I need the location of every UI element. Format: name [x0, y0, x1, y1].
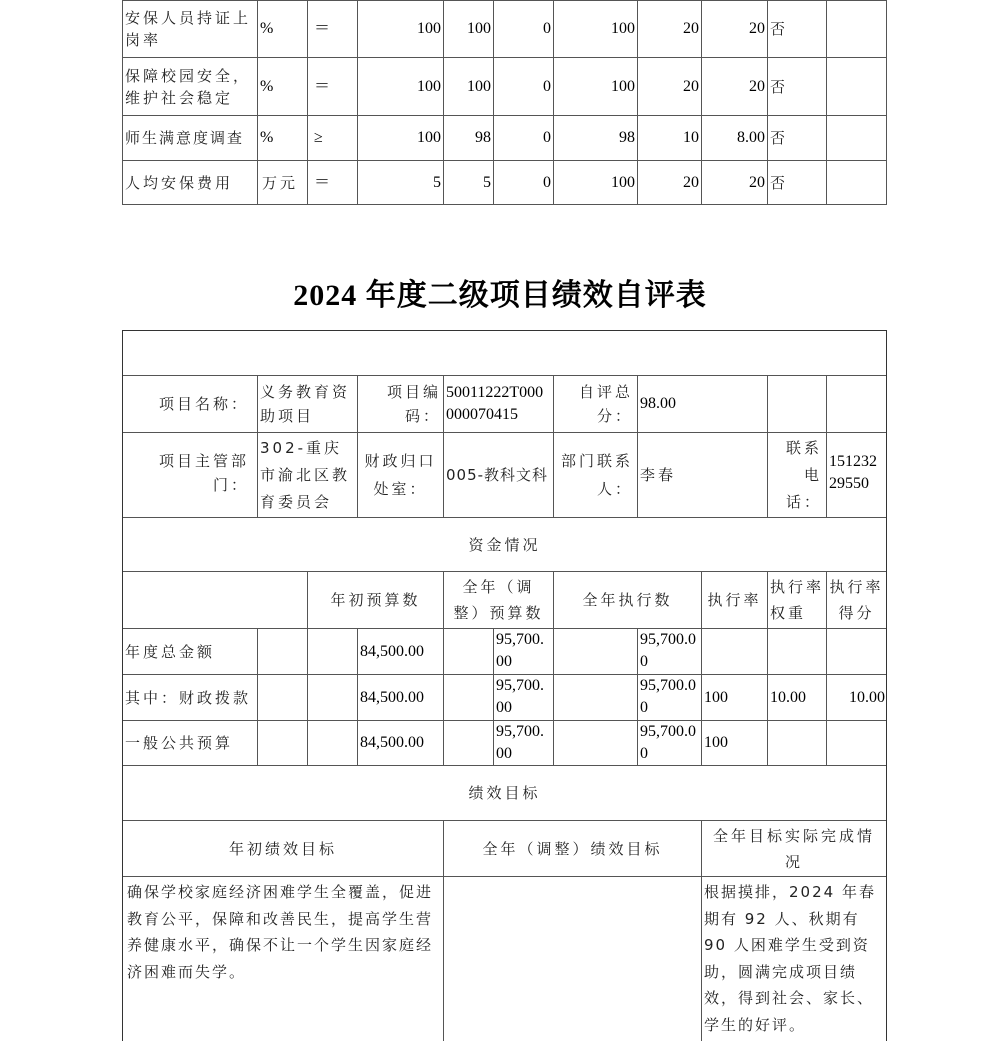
- funds-section-title: 资金情况: [468, 535, 541, 554]
- contact-label: 部门联系人：: [560, 452, 633, 498]
- indicator-completion-rate: 100: [611, 20, 635, 37]
- self-score-value: 98.00: [640, 395, 676, 412]
- page-title: 2024 年度二级项目绩效自评表: [293, 279, 707, 312]
- indicator-deviation: 0: [543, 173, 551, 191]
- funds-row-label: 一般公共预算: [125, 734, 234, 752]
- indicator-note: [827, 116, 886, 160]
- project-name-label: 项目名称：: [158, 395, 249, 413]
- project-name-value: 义务教育资助项目: [260, 383, 351, 425]
- header-executed: 全年执行数: [582, 591, 673, 609]
- funds-adjusted: 95,700.00: [496, 723, 544, 762]
- header-exec-weight: 执行率权重: [770, 578, 825, 622]
- header-initial-budget: 年初预算数: [330, 591, 421, 609]
- indicator-completion-rate: 98: [619, 129, 635, 146]
- indicator-completion-rate: 100: [611, 173, 635, 191]
- funds-score: [827, 721, 886, 765]
- indicator-unit: 万元: [262, 173, 299, 192]
- indicator-name: 人均安保费用: [125, 173, 234, 192]
- empty-cell: [768, 376, 826, 432]
- indicator-name: 师生满意度调查: [125, 129, 245, 147]
- indicator-deviation: 0: [543, 20, 551, 37]
- indicator-target: 5: [433, 173, 441, 191]
- funds-row-label: 年度总金额: [125, 642, 216, 661]
- indicator-operator: ＝: [314, 173, 331, 191]
- indicator-unit: %: [260, 129, 274, 146]
- empty-cell: [123, 572, 307, 628]
- indicator-weight: 20: [683, 173, 699, 191]
- funds-executed: 95,700.00: [640, 677, 696, 716]
- contact-value: 李春: [640, 466, 677, 484]
- actual-completion-text: 根据摸排，2024 年春期有 92 人、秋期有 90 人困难学生受到资助，圆满完成项目绩效，得到社会、家长、学生的好评。: [704, 883, 876, 1034]
- indicator-note: [827, 1, 886, 57]
- finance-office-value: 005-教科文科: [446, 466, 549, 484]
- funds-adjusted: 95,700.00: [496, 677, 544, 716]
- funds-row-label: 其中：财政拨款: [125, 688, 252, 707]
- indicator-note: [827, 161, 886, 204]
- initial-goal-text: 确保学校家庭经济困难学生全覆盖，促进教育公平，保障和改善民生，提高学生营养健康水平，确保不让一个学生因家庭经济困难而失学。: [127, 883, 434, 981]
- project-code-value: 50011222T000000070415: [446, 384, 544, 423]
- indicator-operator: ＝: [314, 20, 331, 37]
- header-adjusted-goal: 全年（调整）绩效目标: [482, 839, 663, 858]
- indicator-score: 20: [749, 20, 765, 37]
- indicator-actual: 100: [467, 77, 491, 95]
- funds-adjusted: 95,700.00: [496, 631, 544, 670]
- indicator-operator: ＝: [314, 77, 331, 95]
- indicator-name: 保障校园安全，维护社会稳定: [125, 66, 252, 107]
- indicator-name: 安保人员持证上岗率: [125, 9, 252, 49]
- indicator-flag: 否: [770, 173, 789, 192]
- indicator-unit: %: [260, 20, 274, 37]
- funds-score: 10.00: [849, 688, 885, 706]
- indicator-target: 100: [417, 20, 441, 37]
- indicator-unit: %: [260, 77, 274, 95]
- indicator-actual: 100: [467, 20, 491, 37]
- form-header-blank: [123, 331, 886, 375]
- phone-label: 联系电话：: [785, 439, 822, 511]
- goals-section-title: 绩效目标: [468, 784, 541, 802]
- header-exec-score: 执行率得分: [829, 578, 884, 622]
- indicator-weight: 20: [683, 20, 699, 37]
- funds-rate: 100: [704, 688, 728, 706]
- funds-weight: [768, 721, 826, 765]
- indicator-note: [827, 58, 886, 115]
- indicator-target: 100: [417, 129, 441, 146]
- dept-value: 302-重庆市渝北区教育委员会: [260, 439, 351, 511]
- funds-score: [827, 629, 886, 674]
- header-adjusted-budget: 全年（调整）预算数: [453, 578, 544, 622]
- phone-value: 15123229550: [829, 453, 877, 492]
- funds-executed: 95,700.00: [640, 631, 696, 670]
- funds-rate: [702, 629, 767, 674]
- funds-initial: 84,500.00: [360, 734, 424, 751]
- adjusted-goal-text: [444, 877, 701, 1041]
- header-actual-completion: 全年目标实际完成情况: [712, 827, 875, 871]
- empty-cell: [827, 376, 886, 432]
- finance-office-label: 财政归口处室：: [364, 452, 437, 498]
- indicator-score: 20: [749, 77, 765, 95]
- indicator-actual: 5: [483, 173, 491, 191]
- indicator-deviation: 0: [543, 129, 551, 146]
- indicator-score: 8.00: [737, 129, 765, 146]
- dept-label: 项目主管部门：: [158, 452, 249, 494]
- indicator-weight: 20: [683, 77, 699, 95]
- indicator-operator: ≥: [314, 129, 323, 146]
- indicator-completion-rate: 100: [611, 77, 635, 95]
- self-score-label: 自评总分：: [578, 383, 633, 425]
- funds-executed: 95,700.00: [640, 723, 696, 762]
- indicator-target: 100: [417, 77, 441, 95]
- indicator-actual: 98: [475, 129, 491, 146]
- project-code-label: 项目编码：: [386, 383, 441, 425]
- header-initial-goal: 年初绩效目标: [228, 839, 337, 858]
- indicator-flag: 否: [770, 77, 789, 96]
- indicator-deviation: 0: [543, 77, 551, 95]
- funds-weight: 10.00: [770, 688, 806, 706]
- funds-rate: 100: [704, 734, 728, 751]
- indicator-flag: 否: [770, 129, 789, 147]
- indicator-weight: 10: [683, 129, 699, 146]
- funds-weight: [768, 629, 826, 674]
- funds-initial: 84,500.00: [360, 688, 424, 706]
- indicator-flag: 否: [770, 20, 789, 38]
- funds-initial: 84,500.00: [360, 642, 424, 660]
- header-exec-rate: 执行率: [707, 591, 762, 609]
- indicator-score: 20: [749, 173, 765, 191]
